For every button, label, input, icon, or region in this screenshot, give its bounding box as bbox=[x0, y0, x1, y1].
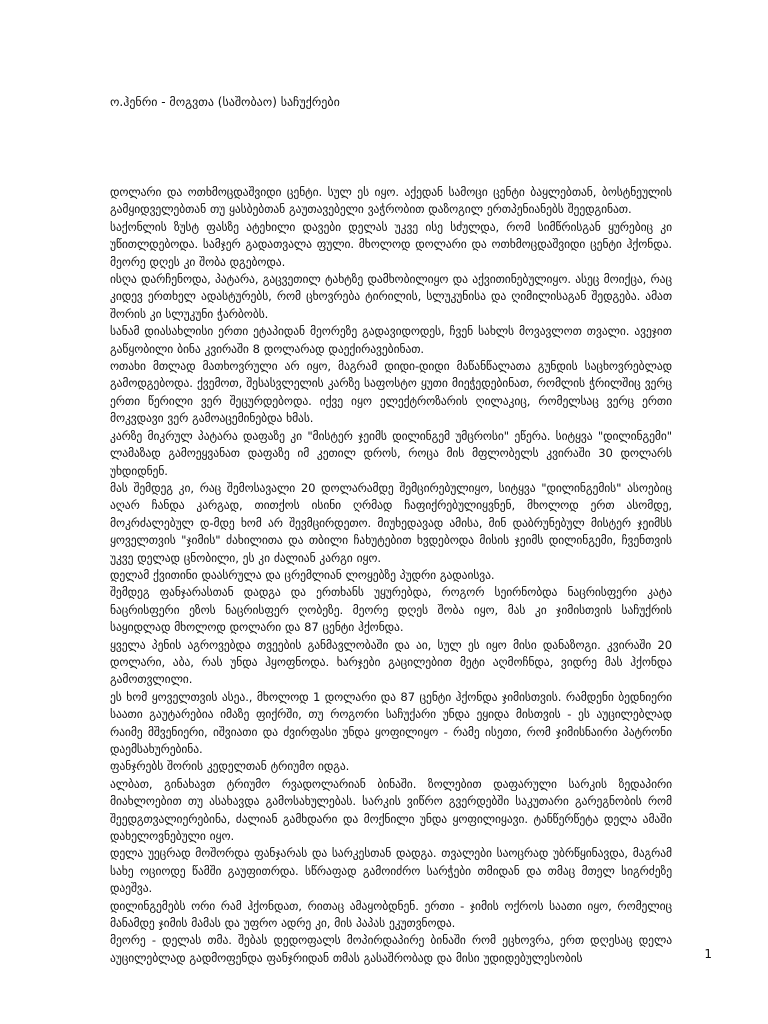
paragraph: დელა უეცრად მოშორდა ფანჯარას და სარკესთან დადგა. თვალები საოცრად უბრწყინავდა, მაგრამ სახე ოციოდე წამში გაუფითრდა. სწრაფად გამოიძრო სარჭები თმიდან და თმაც მთელ სიგრძეზე დაეშვა. bbox=[110, 846, 672, 896]
document-title: ო.ჰენრი - მოგვთა (საშობაო) საჩუქრები bbox=[110, 95, 340, 109]
paragraph: დოლარი და ოთხმოცდაშვიდი ცენტი. სულ ეს იყო. აქედან სამოცი ცენტი ბაყლებთან, ბოსტნეულის გამყიდველებთან თუ ყასბებთან გაუთავებელი ვაჭრობით დაზოგილ ერთპენიანებს შეედგინათ. bbox=[110, 185, 672, 217]
paragraph: სანამ დიასახლისი ერთი ეტაპიდან მეორეზე გადავიდოდეს, ჩვენ სახლს მოვავლოთ თვალი. ავეჯით გაწყობილი ბინა კვირაში 8 დოლარად დაექირავებინათ. bbox=[110, 324, 672, 356]
document-body bbox=[110, 184, 672, 967]
paragraph: ფანჯრებს შორის კედელთან ტრიუმო იდგა. bbox=[110, 759, 350, 774]
paragraph: შემდეგ ფანჯარასთან დადგა და ერთხანს უყურებდა, როგორ სეირნობდა ნაცრისფერი კატა ნაცრისფერი ეზოს ნაცრისფერ ღობეზე. მეორე დღეს შობა იყო, მას კი ჯიმისთვის საჩუქრის საყიდლად მხოლოდ დოლარი და 87 ცენტი ჰქონდა. bbox=[110, 585, 672, 635]
page-number: 1 bbox=[704, 947, 712, 961]
paragraph: მას შემდეგ კი, რაც შემოსავალი 20 დოლარამდე შემცირებულიყო, სიტყვა "დილინგემის" ასოებიც აღარ ჩანდა კარგად, თითქოს ისინი ღრმად ჩაფიქრებულიყვნენ, მხოლოდ ერთ ასომდე, მოკრძალებულ დ-მდე ხომ არ შევმცირდეთო. მიუხედავად ამისა, მინ დაბრუნებულ მისტერ ჯეიმსს ყოველთვის "ჯიმის" ძახილითა და თბილი ჩახუტებით ხვდებოდა მისის ჯეიმს დილინგემი, ჩვენთვის უკვე დელად ცნობილი, ეს კი ძალიან კარგი იყო. bbox=[110, 480, 672, 565]
paragraph: ეს ხომ ყოველთვის ასეა., მხოლოდ 1 დოლარი და 87 ცენტი ჰქონდა ჯიმისთვის. რამდენი ბედნიერი საათი გაუტარებია იმაზე ფიქრში, თუ როგორი საჩუქარი უნდა ეყიდა მისთვის - ეს აუცილებლად რაიმე მშვენიერი, იშვიათი და ძვირფასი უნდა ყოფილიყო - რამე ისეთი, რომ ჯიმისნაირი პატრონი დაემსახურებინა. bbox=[110, 689, 672, 756]
paragraph: კარზე მიკრულ პატარა დაფაზე კი "მისტერ ჯეიმს დილინგემ უმცროსი" ეწერა. სიტყვა "დილინგემი" ლამაზად გამოეყვანათ დაფაზე იმ კეთილ დროს, როცა მის მფლობელს კვირაში 30 დოლარს უხდიდნენ. bbox=[110, 428, 672, 478]
paragraph: საქონლის ზუსტ ფასზე ატეხილი დავები დელას უკვე ისე სძულდა, რომ სიმწრისგან ყურებიც კი უწითლდებოდა. სამჯერ გადათვალა ფული. მხოლოდ დოლარი და ოთხმოცდაშვიდი ცენტი ჰქონდა. მეორე დღეს კი შობა დგებოდა. bbox=[110, 219, 672, 269]
paragraph: ოთახი მთლად მათხოვრული არ იყო, მაგრამ დიდი-დიდი მაწანწალათა გუნდის საცხოვრებლად გამოდგებოდა. ქვემოთ, შესასვლელის კარზე საფოსტო ყუთი მიეჭედებინათ, რომლის ჭრილშიც ვერც ერთი წერილი ვერ შეცურდებოდა. იქვე იყო ელექტროზარის ღილაკიც, რომელსაც ვერც ერთი მოკვდავი ვერ გამოაცემინებდა ხმას. bbox=[110, 359, 672, 426]
paragraph: ისღა დარჩენოდა, პატარა, გაცვეთილ ტახტზე დამხობილიყო და აქვითინებულიყო. ასეც მოიქცა, რაც კიდევ ერთხელ ადასტურებს, რომ ცხოვრება ტირილის, სლუკუნისა და ღიმილისაგან შედგება. ამათ შორის კი სლუკუნი ჭარბობს. bbox=[110, 272, 672, 321]
paragraph: დილინგემებს ორი რამ ჰქონდათ, რითაც ამაყობდნენ. ერთი - ჯიმის ოქროს საათი იყო, რომელიც მანამდე ჯიმის მამას და უფრო ადრე კი, მის პაპას ეკუთვნოდა. bbox=[110, 898, 672, 931]
paragraph: მეორე - დელას თმა. შებას დედოფალს მოპირდაპირე ბინაში რომ ეცხოვრა, ერთ დღესაც დელა აუცილებლად გადმოფენდა ფანჯრიდან თმას გასაშრობად და მისი უდიდებულესობის bbox=[110, 933, 672, 965]
paragraph: დელამ ქვითინი დაასრულა და ცრემლიან ლოყებზე პუდრი გადაისვა. bbox=[110, 567, 495, 582]
paragraph: ყველა პენის აგროვებდა თვეების განმავლობაში და აი, სულ ეს იყო მისი დანაზოგი. კვირაში 20 დოლარი, აბა, რას უნდა ჰყოფნოდა. ხარჯები გაცილებით მეტი აღმოჩნდა, ვიდრე მას ჰქონდა გამოთვლილი. bbox=[110, 637, 672, 687]
paragraph: ალბათ, გინახავთ ტრიუმო რვადოლარიან ბინაში. ზოლებით დაფარული სარკის ზედაპირი მიახლოებით თუ ასახავდა გამოსახულებას. სარკის ვიწრო გვერდებში საკუთარი გარეგნობის რომ შეედგთვალიერებინა, ძალიან გამხდარი და მოქნილი უნდა ყოფილიყავი. ტანწერწეტა დელა ამაში დახელოვნებული იყო. bbox=[110, 776, 672, 844]
